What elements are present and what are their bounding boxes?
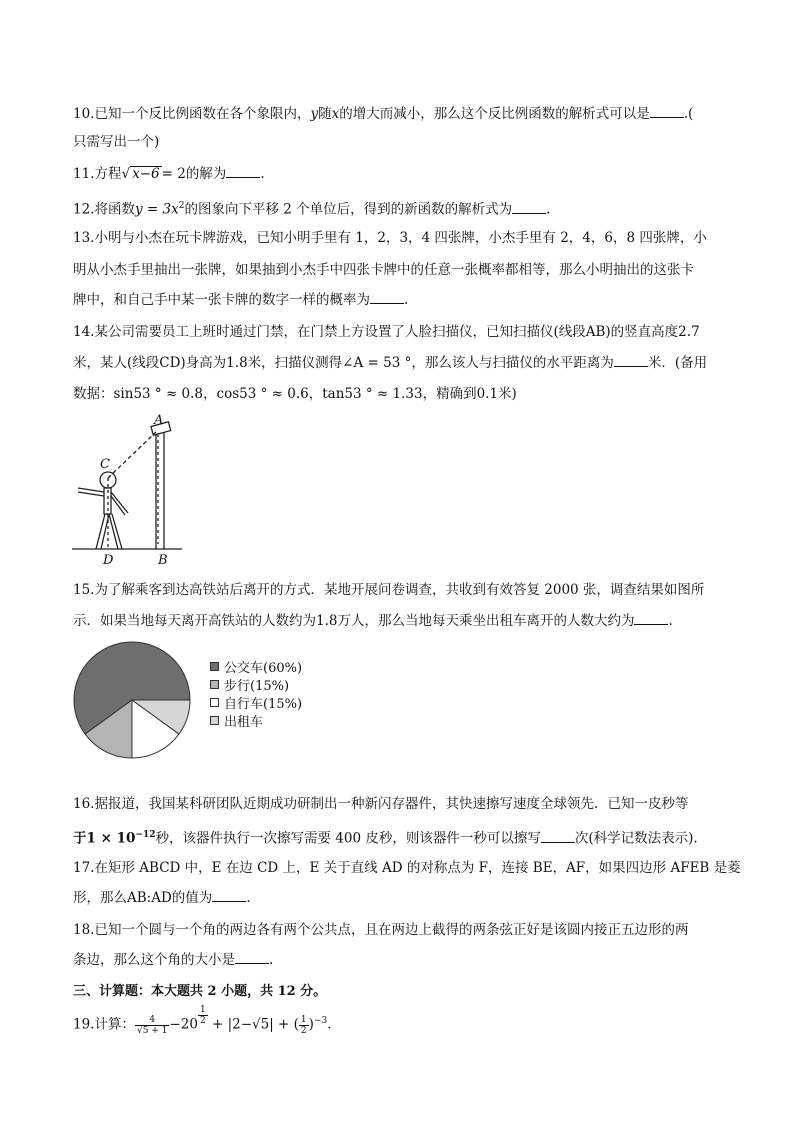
question-17-line1: 17.在矩形 ABCD 中，E 在边 CD 上，E 关于直线 AD 的对称点为 F，连接 BE，AF，如果四边形 AFEB 是菱 (73, 860, 741, 876)
question-18-line2: 条边，那么这个角的大小是 . (73, 952, 274, 968)
answer-blank (650, 104, 684, 118)
answer-blank (512, 200, 546, 214)
answer-blank (226, 164, 260, 178)
legend-item-taxi: 出租车 (210, 712, 263, 729)
question-17-line2: 形，那么AB:AD的值为 . (73, 890, 251, 906)
sqrt-radicand: x−6 (132, 166, 160, 182)
legend-swatch (210, 716, 219, 725)
fraction: $\frac{4}{√5 + 1}$ (136, 1014, 168, 1036)
question-19: 19.计算： $\frac{4}{√5 + 1}$ −20 $^{\frac{1}{2}}$ + |2−√5| + ( $\frac{1}{2}$ )$^{-3}$. (73, 1005, 332, 1036)
question-14-line3: 数据：sin53 ° ≈ 0.8，cos53 ° ≈ 0.6，tan53 ° ≈ 1.33，精确到0.1米) (73, 386, 517, 402)
question-10-line2: 只需写出一个) (73, 134, 160, 150)
question-12: 12.将函数$y = 3x^2$的图象向下平移 2 个单位后，得到的新函数的解析式为 . (73, 201, 551, 218)
left-arm (78, 488, 104, 492)
legend-item-bike: 自行车(15%) (210, 694, 302, 711)
question-16-line1: 16.据报道，我国某科研团队近期成功研制出一种新闪存器件，其快速擦写速度全球领先．已知一皮秒等 (73, 796, 689, 812)
question-14-line2: 米，某人(线段CD)身高为1.8米，扫描仪测得∠A = 53 °，那么该人与扫描仪的水平距离为 米．(备用 (73, 355, 708, 371)
legend-swatch (210, 680, 219, 689)
question-15-line2: 示．如果当地每天离开高铁站的人数约为1.8万人，那么当地每天乘坐出租车离开的人数大约为 . (73, 613, 673, 629)
question-13-line1: 13.小明与小杰在玩卡牌游戏，已知小明手里有 1，2，3，4 四张牌，小杰手里有 2，4，6，8 四张牌，小 (73, 230, 707, 246)
question-16-line2: 于$1 \times 10^{-12}$秒，该器件执行一次擦写需要 400 皮秒，则该器件一秒可以擦写 次(科学记数法表示). (73, 830, 698, 847)
sight-line (108, 432, 156, 478)
label-b: B (158, 553, 168, 567)
scanner-figure (68, 412, 198, 567)
answer-blank (212, 888, 246, 902)
question-13-line2: 明从小杰手里抽出一张牌，如果抽到小杰手中四张卡牌中的任意一张概率都相等，那么小明抽出的这张卡 (73, 262, 694, 278)
question-18-line1: 18.已知一个圆与一个角的两边各有两个公共点，且在两边上截得的两条弦正好是该圆内接正五边形的两 (73, 922, 689, 938)
legend-item-bus: 公交车(60%) (210, 658, 302, 675)
answer-blank (614, 353, 648, 367)
pie-chart (72, 640, 192, 760)
answer-blank (370, 290, 404, 304)
question-13-line3: 牌中，和自己手中某一张卡牌的数字一样的概率为 . (73, 292, 409, 308)
question-14-line1: 14.某公司需要员工上班时通过门禁，在门禁上方设置了人脸扫描仪，已知扫描仪(线段AB)的竖直高度2.7 (73, 324, 700, 340)
question-10-line1: 10.已知一个反比例函数在各个象限内，y随x的增大而减小，那么这个反比例函数的解析式可以是 .( (73, 106, 694, 122)
label-c: C (100, 457, 110, 472)
question-11: 11.方程√ x−6 = 2的解为 . (73, 166, 265, 182)
answer-blank (634, 611, 668, 625)
question-15-line1: 15.为了解乘客到达高铁站后离开的方式．某地开展问卷调查，共收到有效答复 2000 张，调查结果如图所 (73, 582, 705, 598)
label-d: D (103, 553, 114, 567)
left-leg (96, 514, 105, 549)
answer-blank (541, 829, 575, 843)
legend-item-walk: 步行(15%) (210, 676, 289, 693)
legend-swatch (210, 698, 219, 707)
answer-blank (235, 950, 269, 964)
right-arm (111, 492, 128, 513)
legend-swatch (210, 662, 219, 671)
label-a: A (154, 413, 164, 428)
section-heading: 三、计算题：本大题共 2 小题，共 12 分。 (73, 984, 327, 999)
